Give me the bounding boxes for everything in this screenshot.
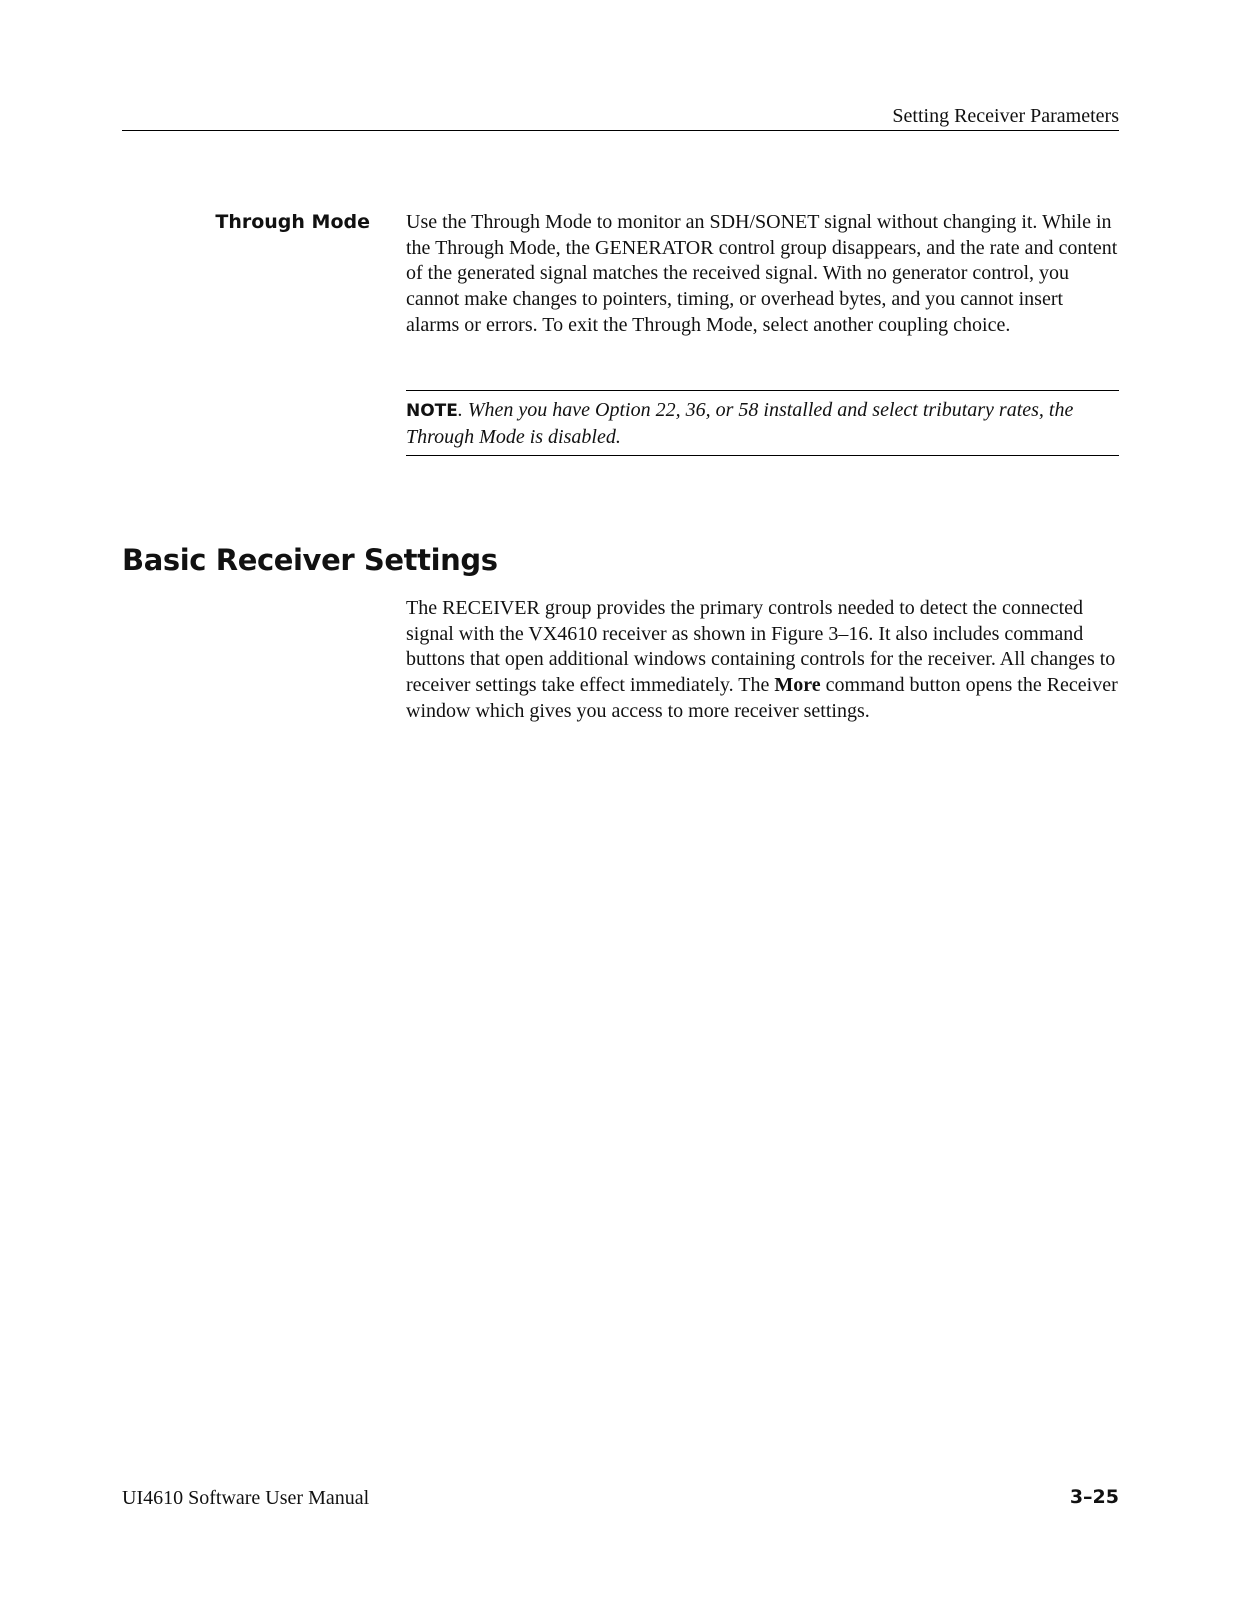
- through-mode-side-heading: Through Mode: [215, 211, 370, 233]
- header-rule: [122, 130, 1119, 131]
- through-mode-paragraph: Use the Through Mode to monitor an SDH/SONET signal without changing it. While in the Through Mode, the GENERATOR control group disappears, and the rate and content of the generated signal matches the received signal. With no generator control, you cannot make changes to pointers, timing, or overhead bytes, and you cannot insert alarms or errors. To exit the Through Mode, select another coupling choice.: [406, 211, 1118, 336]
- basic-receiver-text-start: The RECEIVER group provides the primary controls needed to detect the connected signal with the VX4610 receiver as shown in Figure 3–16. It also includes command buttons that open additional windows containing controls for the receiver. All changes to receiver settings take effect immediately. The: [406, 597, 1116, 697]
- more-button-reference: More: [774, 674, 821, 697]
- footer-page-number: 3–25: [1069, 1486, 1119, 1508]
- basic-receiver-text-end: command button opens the Receiver window which gives you access to more receiver settings.: [406, 674, 1118, 722]
- running-header: Setting Receiver Parameters: [892, 105, 1119, 127]
- note-text: . When you have Option 22, 36, or 58 installed and select tributary rates, the Through Mode is disabled.: [406, 399, 1074, 448]
- note-box: [406, 390, 1119, 456]
- section-heading-basic-receiver-settings: Basic Receiver Settings: [122, 543, 498, 577]
- note-label: NOTE: [406, 401, 458, 421]
- footer-manual-title: UI4610 Software User Manual: [122, 1487, 370, 1509]
- basic-receiver-paragraph: [406, 596, 1121, 725]
